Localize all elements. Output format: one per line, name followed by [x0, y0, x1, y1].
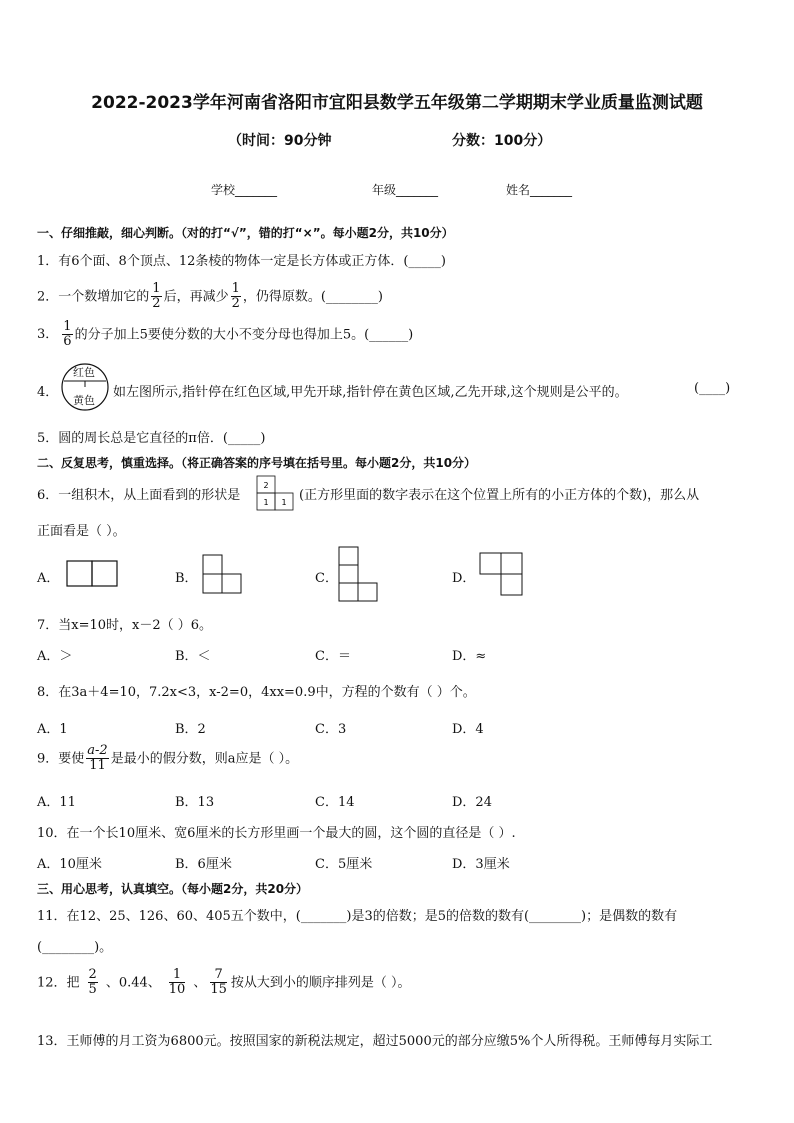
option-6c-label: C．	[315, 571, 338, 586]
fraction-one-half	[151, 282, 161, 312]
fraction-one-half	[231, 282, 241, 312]
question-12-text-a: 12．把	[37, 975, 80, 991]
fraction-numerator: 1	[231, 281, 240, 296]
option-8d: D．4	[452, 722, 484, 737]
option-8b: B．2	[175, 722, 206, 737]
question-3: 3． $\frac{1}{6}$ 的分子加上5要使分数的大小不变分母也得加上5。(______)	[37, 319, 414, 350]
fraction-denominator: 2	[152, 296, 161, 312]
spinner-red-label: 红色	[73, 366, 95, 379]
option-8a: A．1	[37, 722, 68, 737]
option-9a: A．11	[37, 795, 76, 810]
question-11: 11．在12、25、126、60、405五个数中，(_______)是3的倍数；是5的倍数的数有(________)；是偶数的数有	[37, 909, 678, 924]
fraction-seven-fifteenths	[210, 968, 227, 998]
spinner-yellow-label: 黄色	[73, 394, 95, 407]
option-10d: D．3厘米	[452, 857, 510, 872]
fraction-two-fifths	[88, 968, 98, 998]
exam-score: 分数：100分）	[452, 133, 552, 149]
question-2-text-b: 后，再减少	[163, 289, 229, 305]
question-12	[37, 968, 411, 998]
question-13: 13．王师傅的月工资为6800元。按照国家的新税法规定，超过5000元的部分应缴5%个人所得税。王师傅每月实际工	[37, 1034, 713, 1049]
question-2-text-a: 2．一个数增加它的	[37, 289, 150, 305]
fraction-denominator: 5	[88, 982, 97, 998]
fraction-a-minus-2-over-11	[86, 744, 108, 774]
fraction-denominator: 10	[168, 982, 186, 998]
question-7: 7．当x=10时，x－2（ ）6。	[37, 618, 213, 633]
question-3-text: 的分子加上5要使分数的大小不变分母也得加上5。(______)	[74, 327, 414, 343]
option-6b-label: B．	[175, 571, 198, 586]
question-9-text-b: 是最小的假分数，则a应是（ ）。	[110, 751, 299, 767]
section-2-heading: 二、反复思考，慎重选择。（将正确答案的序号填在括号里。每小题2分，共10分）	[37, 456, 477, 470]
grid-cell-count: 2	[263, 481, 269, 490]
question-4-blank: (____)	[694, 381, 731, 396]
question-6-text-b: (正方形里面的数字表示在这个位置上所有的小正方体的个数)，那么从	[299, 488, 700, 503]
fraction-numerator: 2	[88, 967, 97, 982]
question-11-cont: (________)。	[37, 940, 113, 955]
option-9b: B．13	[175, 795, 215, 810]
fraction-numerator: 1	[169, 968, 186, 983]
fraction-one-tenth	[169, 968, 186, 998]
option-6a-figure	[66, 560, 120, 588]
grid-cell-count: 1	[281, 498, 287, 507]
fraction-one-sixth	[62, 320, 72, 350]
question-2	[37, 282, 383, 312]
option-7d: D．≈	[452, 649, 487, 664]
section-3-heading: 三、用心思考，认真填空。（每小题2分，共20分）	[37, 882, 309, 896]
question-4: 如左图所示,指针停在红色区域,甲先开球,指针停在黄色区域,乙先开球,这个规则是公平的。	[113, 385, 628, 400]
option-6b-figure	[202, 554, 246, 596]
question-6-text-c: 正面看是（ ）。	[37, 524, 126, 539]
section-1-heading: 一、仔细推敲，细心判断。（对的打“√”，错的打“×”。每小题2分，共10分）	[37, 226, 454, 240]
fraction-denominator: 15	[210, 982, 227, 998]
grid-cell-count: 1	[263, 498, 269, 507]
option-6a-label: A．	[37, 571, 60, 586]
question-8: 8．在3a＋4=10，7.2x<3，x-2=0，4xx=0.9中，方程的个数有（ ）个。	[37, 685, 476, 700]
separator: 、0.44、	[105, 975, 161, 991]
grade-field: 年级_______	[372, 183, 439, 197]
question-6-text-a: 6．一组积木，从上面看到的形状是	[37, 488, 241, 503]
option-9d: D．24	[452, 795, 492, 810]
option-10b: B．6厘米	[175, 857, 232, 872]
option-6d-figure	[479, 552, 525, 598]
option-10c: C．5厘米	[315, 857, 373, 872]
fraction-numerator: a-2	[87, 743, 108, 758]
question-4-number: 4．	[37, 385, 59, 400]
option-8c: C．3	[315, 722, 347, 737]
option-6d-label: D．	[452, 571, 476, 586]
option-7c: C．＝	[315, 649, 351, 664]
school-field: 学校_______	[211, 183, 278, 197]
top-view-grid	[256, 475, 296, 511]
fraction-numerator: 7	[210, 968, 227, 983]
question-12-text-b: 按从大到小的顺序排列是（ ）。	[230, 975, 411, 991]
fraction-denominator: 11	[89, 758, 106, 774]
question-10: 10．在一个长10厘米、宽6厘米的长方形里画一个最大的圆，这个圆的直径是（ ）.	[37, 826, 516, 841]
option-7b: B．＜	[175, 649, 211, 664]
fraction-numerator: 1	[152, 281, 161, 296]
exam-time: （时间：90分钟	[228, 133, 332, 149]
question-9-text-a: 9．要使	[37, 751, 85, 767]
fraction-numerator: 1	[63, 319, 72, 334]
option-6c-figure	[338, 546, 380, 604]
name-field: 姓名_______	[506, 183, 573, 197]
fraction-denominator: 6	[63, 334, 72, 350]
fraction-denominator: 2	[231, 296, 240, 312]
separator: 、	[193, 975, 207, 991]
option-10a: A．10厘米	[37, 857, 102, 872]
question-9	[37, 744, 298, 774]
question-1: 1．有6个面、8个顶点、12条棱的物体一定是长方体或正方体．(_____)	[37, 254, 446, 269]
question-2-text-c: ，仍得原数。(________)	[242, 289, 384, 305]
question-5: 5．圆的周长总是它直径的π倍．(_____)	[37, 431, 266, 446]
exam-title: 2022-2023学年河南省洛阳市宜阳县数学五年级第二学期期末学业质量监测试题	[91, 93, 703, 113]
option-7a: A．＞	[37, 649, 73, 664]
option-9c: C．14	[315, 795, 355, 810]
